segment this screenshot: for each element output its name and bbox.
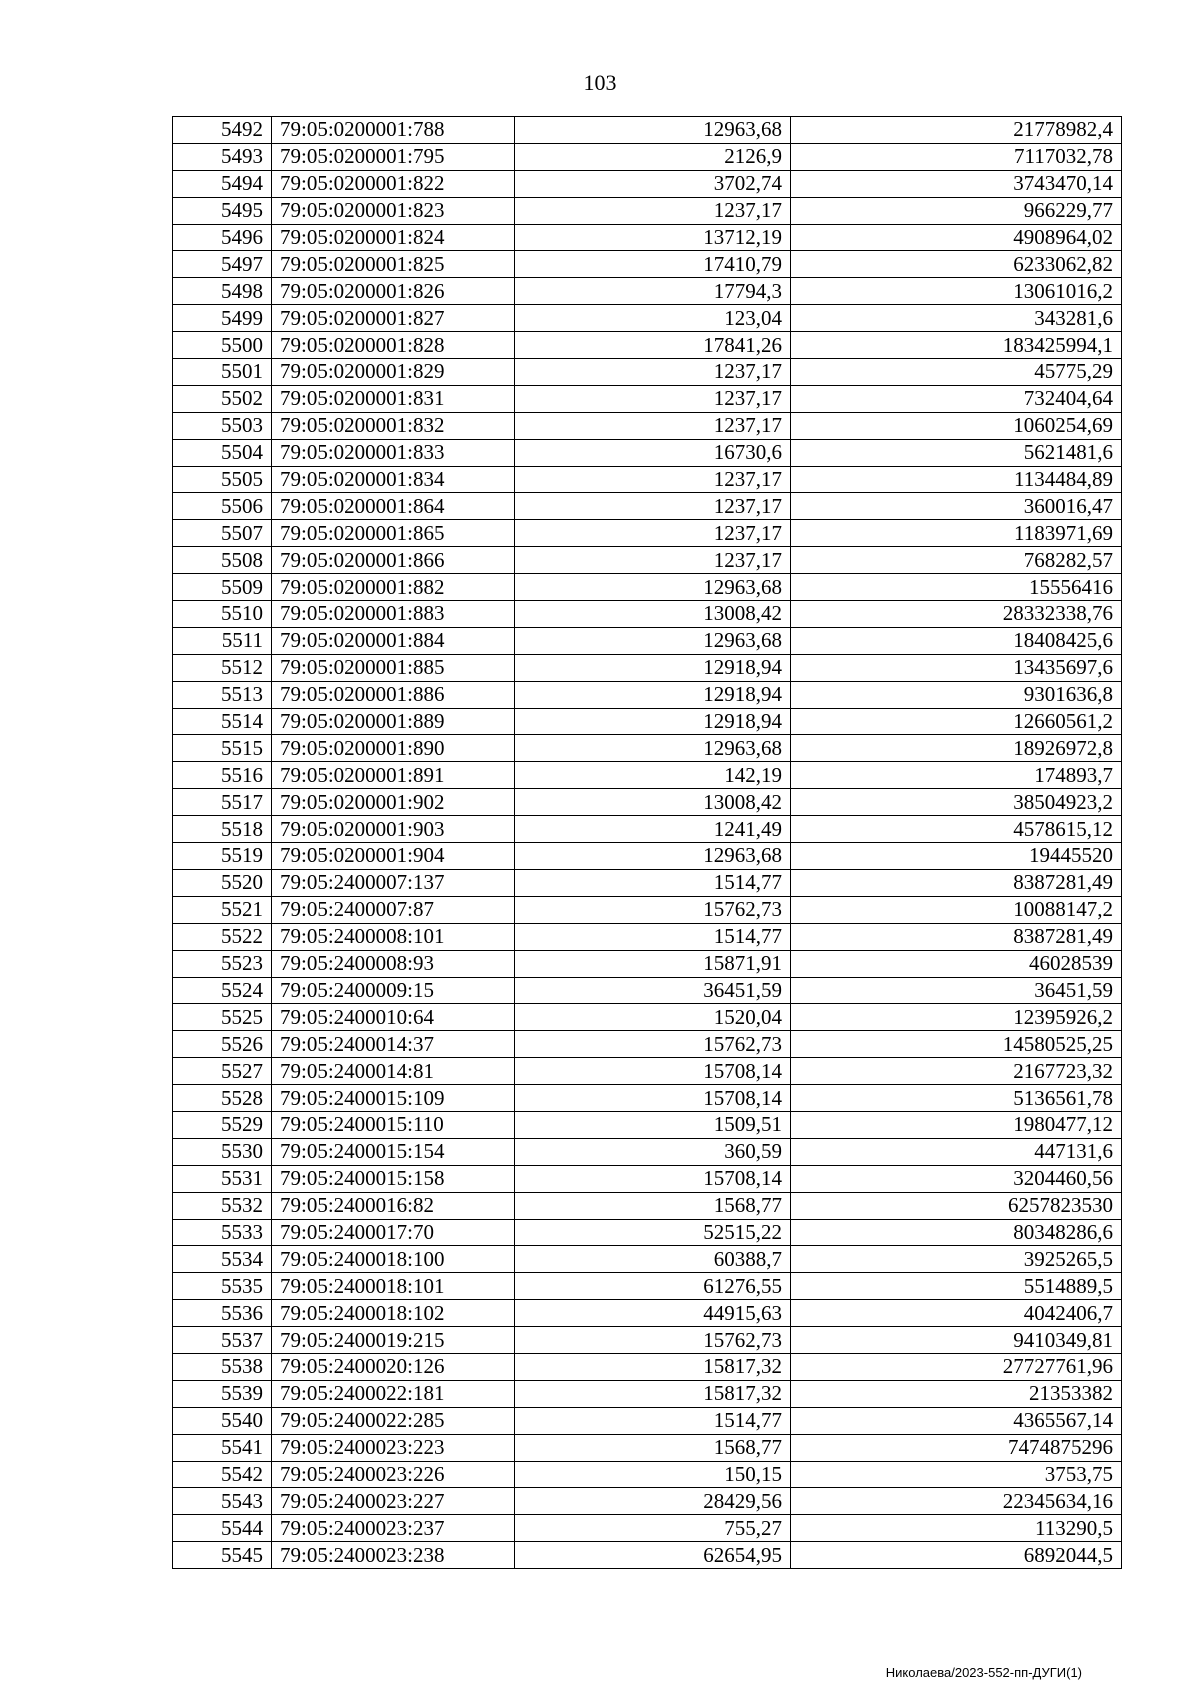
cadastral-value-cell: 12395926,2	[791, 1004, 1122, 1031]
row-number-cell: 5493	[173, 143, 272, 170]
row-number-cell: 5530	[173, 1138, 272, 1165]
table-row	[173, 224, 1122, 251]
specific-value-cell: 1514,77	[515, 923, 791, 950]
table-row	[173, 385, 1122, 412]
table-row	[173, 923, 1122, 950]
cadastral-number-cell: 79:05:0200001:866	[272, 547, 515, 574]
specific-value-cell: 15762,73	[515, 1327, 791, 1354]
table-row	[173, 1434, 1122, 1461]
row-number-cell: 5521	[173, 896, 272, 923]
cadastral-value-cell: 28332338,76	[791, 601, 1122, 628]
document-footer-ref: Николаева/2023-552-пп-ДУГИ(1)	[885, 1665, 1082, 1680]
row-number-cell: 5523	[173, 950, 272, 977]
table-row	[173, 1246, 1122, 1273]
specific-value-cell: 3702,74	[515, 170, 791, 197]
cadastral-number-cell: 79:05:2400008:101	[272, 923, 515, 950]
row-number-cell: 5533	[173, 1219, 272, 1246]
row-number-cell: 5501	[173, 359, 272, 386]
table-row	[173, 574, 1122, 601]
table-row	[173, 1461, 1122, 1488]
specific-value-cell: 1514,77	[515, 1407, 791, 1434]
cadastral-value-cell: 7117032,78	[791, 143, 1122, 170]
specific-value-cell: 12918,94	[515, 654, 791, 681]
table-row	[173, 1138, 1122, 1165]
table-row	[173, 816, 1122, 843]
cadastral-number-cell: 79:05:2400018:101	[272, 1273, 515, 1300]
row-number-cell: 5525	[173, 1004, 272, 1031]
specific-value-cell: 15708,14	[515, 1165, 791, 1192]
cadastral-number-cell: 79:05:2400022:285	[272, 1407, 515, 1434]
specific-value-cell: 15817,32	[515, 1353, 791, 1380]
cadastral-number-cell: 79:05:2400023:227	[272, 1488, 515, 1515]
table-row	[173, 439, 1122, 466]
specific-value-cell: 12918,94	[515, 681, 791, 708]
row-number-cell: 5496	[173, 224, 272, 251]
specific-value-cell: 52515,22	[515, 1219, 791, 1246]
row-number-cell: 5539	[173, 1380, 272, 1407]
row-number-cell: 5500	[173, 332, 272, 359]
cadastral-number-cell: 79:05:0200001:829	[272, 359, 515, 386]
table-row	[173, 708, 1122, 735]
row-number-cell: 5506	[173, 493, 272, 520]
specific-value-cell: 28429,56	[515, 1488, 791, 1515]
table-row	[173, 197, 1122, 224]
specific-value-cell: 1509,51	[515, 1111, 791, 1138]
cadastral-number-cell: 79:05:0200001:904	[272, 843, 515, 870]
specific-value-cell: 15762,73	[515, 1031, 791, 1058]
cadastral-number-cell: 79:05:0200001:822	[272, 170, 515, 197]
cadastral-number-cell: 79:05:2400022:181	[272, 1380, 515, 1407]
row-number-cell: 5494	[173, 170, 272, 197]
cadastral-number-cell: 79:05:0200001:865	[272, 520, 515, 547]
cadastral-number-cell: 79:05:2400023:223	[272, 1434, 515, 1461]
table-row	[173, 1300, 1122, 1327]
cadastral-number-cell: 79:05:2400009:15	[272, 977, 515, 1004]
table-row	[173, 977, 1122, 1004]
specific-value-cell: 1241,49	[515, 816, 791, 843]
cadastral-value-cell: 1183971,69	[791, 520, 1122, 547]
table-row	[173, 1353, 1122, 1380]
cadastral-value-cell: 174893,7	[791, 762, 1122, 789]
specific-value-cell: 1568,77	[515, 1434, 791, 1461]
cadastral-number-cell: 79:05:2400007:137	[272, 869, 515, 896]
row-number-cell: 5509	[173, 574, 272, 601]
cadastral-number-cell: 79:05:0200001:825	[272, 251, 515, 278]
table-row	[173, 143, 1122, 170]
specific-value-cell: 15871,91	[515, 950, 791, 977]
row-number-cell: 5502	[173, 385, 272, 412]
row-number-cell: 5512	[173, 654, 272, 681]
table-row	[173, 1327, 1122, 1354]
specific-value-cell: 44915,63	[515, 1300, 791, 1327]
table-row	[173, 1515, 1122, 1542]
cadastral-number-cell: 79:05:2400023:226	[272, 1461, 515, 1488]
cadastral-value-cell: 2167723,32	[791, 1058, 1122, 1085]
specific-value-cell: 15817,32	[515, 1380, 791, 1407]
row-number-cell: 5538	[173, 1353, 272, 1380]
specific-value-cell: 1237,17	[515, 466, 791, 493]
row-number-cell: 5513	[173, 681, 272, 708]
cadastral-value-cell: 732404,64	[791, 385, 1122, 412]
cadastral-value-cell: 113290,5	[791, 1515, 1122, 1542]
specific-value-cell: 12963,68	[515, 843, 791, 870]
specific-value-cell: 60388,7	[515, 1246, 791, 1273]
row-number-cell: 5522	[173, 923, 272, 950]
cadastral-value-cell: 21778982,4	[791, 117, 1122, 144]
table-row	[173, 547, 1122, 574]
cadastral-value-cell: 15556416	[791, 574, 1122, 601]
row-number-cell: 5544	[173, 1515, 272, 1542]
row-number-cell: 5536	[173, 1300, 272, 1327]
row-number-cell: 5528	[173, 1085, 272, 1112]
cadastral-number-cell: 79:05:0200001:788	[272, 117, 515, 144]
cadastral-value-cell: 8387281,49	[791, 923, 1122, 950]
specific-value-cell: 1237,17	[515, 412, 791, 439]
specific-value-cell: 12963,68	[515, 735, 791, 762]
cadastral-value-cell: 4042406,7	[791, 1300, 1122, 1327]
table-row	[173, 1273, 1122, 1300]
cadastral-value-cell: 9301636,8	[791, 681, 1122, 708]
specific-value-cell: 15708,14	[515, 1085, 791, 1112]
specific-value-cell: 1568,77	[515, 1192, 791, 1219]
cadastral-number-cell: 79:05:0200001:882	[272, 574, 515, 601]
cadastral-value-table	[172, 116, 1122, 1569]
cadastral-number-cell: 79:05:0200001:832	[272, 412, 515, 439]
table-row	[173, 1058, 1122, 1085]
cadastral-value-cell: 27727761,96	[791, 1353, 1122, 1380]
cadastral-value-cell: 5621481,6	[791, 439, 1122, 466]
row-number-cell: 5508	[173, 547, 272, 574]
table-row	[173, 493, 1122, 520]
cadastral-value-cell: 343281,6	[791, 305, 1122, 332]
cadastral-number-cell: 79:05:2400018:100	[272, 1246, 515, 1273]
cadastral-value-cell: 4578615,12	[791, 816, 1122, 843]
specific-value-cell: 17841,26	[515, 332, 791, 359]
cadastral-value-cell: 768282,57	[791, 547, 1122, 574]
cadastral-number-cell: 79:05:0200001:883	[272, 601, 515, 628]
cadastral-value-cell: 966229,77	[791, 197, 1122, 224]
specific-value-cell: 12918,94	[515, 708, 791, 735]
cadastral-value-cell: 6892044,5	[791, 1542, 1122, 1569]
row-number-cell: 5518	[173, 816, 272, 843]
cadastral-value-cell: 18408425,6	[791, 627, 1122, 654]
cadastral-number-cell: 79:05:0200001:902	[272, 789, 515, 816]
cadastral-number-cell: 79:05:0200001:834	[272, 466, 515, 493]
row-number-cell: 5527	[173, 1058, 272, 1085]
specific-value-cell: 1237,17	[515, 493, 791, 520]
row-number-cell: 5515	[173, 735, 272, 762]
cadastral-number-cell: 79:05:0200001:831	[272, 385, 515, 412]
specific-value-cell: 1237,17	[515, 520, 791, 547]
specific-value-cell: 1520,04	[515, 1004, 791, 1031]
cadastral-number-cell: 79:05:2400016:82	[272, 1192, 515, 1219]
table-row	[173, 1219, 1122, 1246]
row-number-cell: 5499	[173, 305, 272, 332]
table-row	[173, 251, 1122, 278]
row-number-cell: 5532	[173, 1192, 272, 1219]
row-number-cell: 5505	[173, 466, 272, 493]
cadastral-value-cell: 13435697,6	[791, 654, 1122, 681]
cadastral-value-cell: 19445520	[791, 843, 1122, 870]
table-row	[173, 1004, 1122, 1031]
row-number-cell: 5516	[173, 762, 272, 789]
table-row	[173, 305, 1122, 332]
cadastral-number-cell: 79:05:2400010:64	[272, 1004, 515, 1031]
table-row	[173, 1192, 1122, 1219]
cadastral-value-cell: 14580525,25	[791, 1031, 1122, 1058]
cadastral-number-cell: 79:05:0200001:903	[272, 816, 515, 843]
table-row	[173, 601, 1122, 628]
table-row	[173, 627, 1122, 654]
cadastral-number-cell: 79:05:2400014:81	[272, 1058, 515, 1085]
row-number-cell: 5495	[173, 197, 272, 224]
table-row	[173, 789, 1122, 816]
cadastral-number-cell: 79:05:2400023:238	[272, 1542, 515, 1569]
cadastral-value-cell: 18926972,8	[791, 735, 1122, 762]
table-row	[173, 1542, 1122, 1569]
cadastral-number-cell: 79:05:2400014:37	[272, 1031, 515, 1058]
specific-value-cell: 13712,19	[515, 224, 791, 251]
row-number-cell: 5524	[173, 977, 272, 1004]
cadastral-number-cell: 79:05:0200001:885	[272, 654, 515, 681]
cadastral-number-cell: 79:05:2400015:109	[272, 1085, 515, 1112]
specific-value-cell: 1237,17	[515, 547, 791, 574]
row-number-cell: 5510	[173, 601, 272, 628]
cadastral-value-cell: 183425994,1	[791, 332, 1122, 359]
cadastral-number-cell: 79:05:0200001:823	[272, 197, 515, 224]
cadastral-value-cell: 46028539	[791, 950, 1122, 977]
cadastral-number-cell: 79:05:0200001:824	[272, 224, 515, 251]
specific-value-cell: 12963,68	[515, 627, 791, 654]
cadastral-number-cell: 79:05:2400018:102	[272, 1300, 515, 1327]
cadastral-value-cell: 4365567,14	[791, 1407, 1122, 1434]
cadastral-value-cell: 12660561,2	[791, 708, 1122, 735]
row-number-cell: 5535	[173, 1273, 272, 1300]
specific-value-cell: 142,19	[515, 762, 791, 789]
cadastral-value-cell: 13061016,2	[791, 278, 1122, 305]
table-row	[173, 412, 1122, 439]
table-row	[173, 332, 1122, 359]
row-number-cell: 5526	[173, 1031, 272, 1058]
specific-value-cell: 150,15	[515, 1461, 791, 1488]
specific-value-cell: 755,27	[515, 1515, 791, 1542]
cadastral-value-cell: 3743470,14	[791, 170, 1122, 197]
table-row	[173, 869, 1122, 896]
cadastral-number-cell: 79:05:0200001:826	[272, 278, 515, 305]
specific-value-cell: 1237,17	[515, 359, 791, 386]
row-number-cell: 5540	[173, 1407, 272, 1434]
cadastral-value-cell: 1134484,89	[791, 466, 1122, 493]
table-row	[173, 1407, 1122, 1434]
cadastral-value-cell: 22345634,16	[791, 1488, 1122, 1515]
cadastral-value-cell: 360016,47	[791, 493, 1122, 520]
specific-value-cell: 360,59	[515, 1138, 791, 1165]
cadastral-number-cell: 79:05:0200001:886	[272, 681, 515, 708]
table-row	[173, 1085, 1122, 1112]
specific-value-cell: 16730,6	[515, 439, 791, 466]
table-row	[173, 843, 1122, 870]
row-number-cell: 5537	[173, 1327, 272, 1354]
table-body	[173, 117, 1122, 1569]
cadastral-number-cell: 79:05:2400015:154	[272, 1138, 515, 1165]
specific-value-cell: 17794,3	[515, 278, 791, 305]
specific-value-cell: 13008,42	[515, 789, 791, 816]
cadastral-value-cell: 3204460,56	[791, 1165, 1122, 1192]
cadastral-value-cell: 447131,6	[791, 1138, 1122, 1165]
specific-value-cell: 1237,17	[515, 197, 791, 224]
row-number-cell: 5511	[173, 627, 272, 654]
row-number-cell: 5517	[173, 789, 272, 816]
cadastral-value-cell: 10088147,2	[791, 896, 1122, 923]
row-number-cell: 5520	[173, 869, 272, 896]
table-row	[173, 520, 1122, 547]
row-number-cell: 5543	[173, 1488, 272, 1515]
table-row	[173, 1488, 1122, 1515]
cadastral-value-cell: 9410349,81	[791, 1327, 1122, 1354]
specific-value-cell: 15762,73	[515, 896, 791, 923]
cadastral-value-cell: 5514889,5	[791, 1273, 1122, 1300]
cadastral-number-cell: 79:05:2400023:237	[272, 1515, 515, 1542]
cadastral-value-cell: 6257823530	[791, 1192, 1122, 1219]
cadastral-value-cell: 3925265,5	[791, 1246, 1122, 1273]
cadastral-value-cell: 7474875296	[791, 1434, 1122, 1461]
specific-value-cell: 62654,95	[515, 1542, 791, 1569]
table-row	[173, 466, 1122, 493]
cadastral-value-cell: 1980477,12	[791, 1111, 1122, 1138]
cadastral-value-cell: 4908964,02	[791, 224, 1122, 251]
cadastral-number-cell: 79:05:2400007:87	[272, 896, 515, 923]
specific-value-cell: 1237,17	[515, 385, 791, 412]
cadastral-value-cell: 80348286,6	[791, 1219, 1122, 1246]
specific-value-cell: 17410,79	[515, 251, 791, 278]
table-row	[173, 1165, 1122, 1192]
cadastral-number-cell: 79:05:2400017:70	[272, 1219, 515, 1246]
table-row	[173, 1111, 1122, 1138]
specific-value-cell: 2126,9	[515, 143, 791, 170]
cadastral-number-cell: 79:05:2400015:110	[272, 1111, 515, 1138]
cadastral-number-cell: 79:05:0200001:884	[272, 627, 515, 654]
cadastral-value-cell: 1060254,69	[791, 412, 1122, 439]
row-number-cell: 5492	[173, 117, 272, 144]
cadastral-value-cell: 6233062,82	[791, 251, 1122, 278]
page-number: 103	[583, 70, 617, 95]
cadastral-value-cell: 36451,59	[791, 977, 1122, 1004]
row-number-cell: 5504	[173, 439, 272, 466]
cadastral-number-cell: 79:05:0200001:833	[272, 439, 515, 466]
specific-value-cell: 123,04	[515, 305, 791, 332]
table-row	[173, 950, 1122, 977]
specific-value-cell: 12963,68	[515, 574, 791, 601]
cadastral-value-cell: 8387281,49	[791, 869, 1122, 896]
row-number-cell: 5534	[173, 1246, 272, 1273]
cadastral-number-cell: 79:05:2400020:126	[272, 1353, 515, 1380]
cadastral-number-cell: 79:05:0200001:828	[272, 332, 515, 359]
cadastral-number-cell: 79:05:0200001:889	[272, 708, 515, 735]
cadastral-number-cell: 79:05:0200001:890	[272, 735, 515, 762]
table-row	[173, 1031, 1122, 1058]
table-row	[173, 896, 1122, 923]
specific-value-cell: 61276,55	[515, 1273, 791, 1300]
table-row	[173, 1380, 1122, 1407]
table-row	[173, 654, 1122, 681]
row-number-cell: 5497	[173, 251, 272, 278]
row-number-cell: 5542	[173, 1461, 272, 1488]
cadastral-value-cell: 45775,29	[791, 359, 1122, 386]
cadastral-number-cell: 79:05:0200001:864	[272, 493, 515, 520]
cadastral-number-cell: 79:05:2400008:93	[272, 950, 515, 977]
cadastral-value-cell: 5136561,78	[791, 1085, 1122, 1112]
table-row	[173, 170, 1122, 197]
specific-value-cell: 12963,68	[515, 117, 791, 144]
specific-value-cell: 36451,59	[515, 977, 791, 1004]
specific-value-cell: 15708,14	[515, 1058, 791, 1085]
cadastral-value-cell: 38504923,2	[791, 789, 1122, 816]
row-number-cell: 5531	[173, 1165, 272, 1192]
table-row	[173, 681, 1122, 708]
table-row	[173, 278, 1122, 305]
table-row	[173, 735, 1122, 762]
specific-value-cell: 13008,42	[515, 601, 791, 628]
table-row	[173, 359, 1122, 386]
cadastral-number-cell: 79:05:2400019:215	[272, 1327, 515, 1354]
cadastral-number-cell: 79:05:2400015:158	[272, 1165, 515, 1192]
row-number-cell: 5507	[173, 520, 272, 547]
table-row	[173, 762, 1122, 789]
row-number-cell: 5514	[173, 708, 272, 735]
cadastral-number-cell: 79:05:0200001:827	[272, 305, 515, 332]
cadastral-number-cell: 79:05:0200001:795	[272, 143, 515, 170]
row-number-cell: 5529	[173, 1111, 272, 1138]
specific-value-cell: 1514,77	[515, 869, 791, 896]
table-row	[173, 117, 1122, 144]
row-number-cell: 5498	[173, 278, 272, 305]
cadastral-value-cell: 3753,75	[791, 1461, 1122, 1488]
cadastral-value-cell: 21353382	[791, 1380, 1122, 1407]
row-number-cell: 5503	[173, 412, 272, 439]
row-number-cell: 5519	[173, 843, 272, 870]
row-number-cell: 5541	[173, 1434, 272, 1461]
row-number-cell: 5545	[173, 1542, 272, 1569]
cadastral-number-cell: 79:05:0200001:891	[272, 762, 515, 789]
